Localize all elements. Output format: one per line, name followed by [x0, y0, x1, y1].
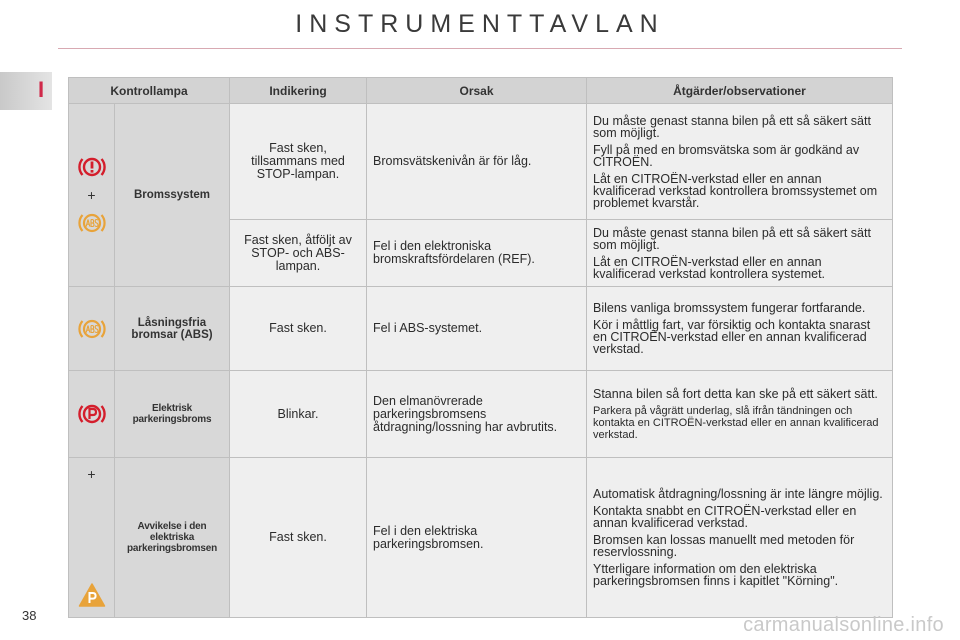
page-number: 38 — [22, 608, 37, 623]
header-indikering: Indikering — [230, 78, 367, 104]
header-atgarder: Åtgärder/observationer — [587, 78, 893, 104]
action-text: Fyll på med en bromsvätska som är godkänd av CITROËN. — [593, 142, 860, 169]
action-text: Du måste genast stanna bilen på ett så säkert sätt som möjligt. — [593, 225, 871, 252]
cause-cell: Fel i ABS-systemet. — [367, 287, 587, 371]
table-header-row — [69, 78, 893, 104]
chapter-tab — [0, 72, 52, 110]
lamp-cell-brake-system — [69, 104, 115, 287]
action-text: Ytterligare information om den elektriska parkeringsbromsen finns i kapitlet "Körning". — [593, 562, 839, 588]
actions-cell — [587, 104, 893, 220]
action-text: Parkera på vågrätt underlag, slå ifrån tändningen och kontakta en CITROËN-verkstad eller en annan kvalificerad verkstad. — [593, 404, 879, 441]
warning-lamp-table — [68, 77, 893, 618]
lamp-cell-abs — [69, 287, 115, 371]
indication-cell: Blinkar. — [230, 371, 367, 458]
action-text: Stanna bilen så fort detta kan ske på ett säkert sätt. — [593, 386, 878, 401]
page-title: INSTRUMENTTAVLAN — [295, 10, 665, 38]
indication-cell: Fast sken. — [230, 458, 367, 618]
indication-cell: Fast sken. — [230, 287, 367, 371]
action-text: Du måste genast stanna bilen på ett så säkert sätt som möjligt. — [593, 113, 871, 140]
action-text: Låt en CITROËN-verkstad eller en annan kvalificerad verkstad kontrollera systemet. — [593, 254, 826, 281]
cause-cell: Den elmanövrerade parkeringsbromsens åtdragning/lossning har avbrutits. — [367, 371, 587, 458]
chapter-letter: I — [38, 77, 45, 102]
table-row — [69, 458, 893, 618]
watermark-text: carmanualsonline.info — [743, 614, 944, 636]
actions-cell — [587, 287, 893, 371]
indication-cell: Fast sken, åtföljt av STOP- och ABS-lampan. — [230, 220, 367, 287]
cause-cell: Fel i den elektroniska bromskraftsfördelaren (REF). — [367, 220, 587, 287]
actions-cell — [587, 220, 893, 287]
title-divider — [58, 48, 902, 49]
parking-brake-icon — [77, 401, 107, 427]
table-row — [69, 104, 893, 220]
action-text: Automatisk åtdragning/lossning är inte längre möjlig. — [593, 487, 883, 501]
header-kontrollampa: Kontrollampa — [69, 78, 230, 104]
actions-cell — [587, 458, 893, 618]
action-text: Kör i måttlig fart, var försiktig och kontakta snarast en CITROËN-verkstad eller en annan kvalificerad verkstad. — [593, 318, 871, 356]
lamp-name-parking-fault: Avvikelse i den elektriska parkeringsbromsen — [115, 458, 230, 618]
table-row — [69, 287, 893, 371]
cause-cell: Fel i den elektriska parkeringsbromsen. — [367, 458, 587, 618]
lamp-cell-parking-fault — [69, 458, 115, 618]
lamp-cell-parking-brake — [69, 371, 115, 458]
lamp-name-parking-brake: Elektrisk parkeringsbroms — [115, 371, 230, 458]
action-text: Bilens vanliga bromssystem fungerar fortfarande. — [593, 301, 866, 315]
action-text: Kontakta snabbt en CITROËN-verkstad eller en annan kvalificerad verkstad. — [593, 504, 857, 530]
abs-icon — [77, 316, 107, 342]
parking-fault-icon — [77, 581, 107, 609]
plus-sign: + — [87, 465, 96, 482]
actions-cell — [587, 371, 893, 458]
indication-cell: Fast sken, tillsammans med STOP-lampan. — [230, 104, 367, 220]
brake-warning-icon — [77, 154, 107, 180]
plus-sign: + — [87, 187, 96, 203]
action-text: Bromsen kan lossas manuellt med metoden för reservlossning. — [593, 533, 855, 559]
header-orsak: Orsak — [367, 78, 587, 104]
abs-icon — [77, 210, 107, 236]
action-text: Låt en CITROËN-verkstad eller en annan kvalificerad verkstad kontrollera bromssystemet om problemet kvarstår. — [593, 171, 878, 210]
lamp-name-abs: Låsningsfria bromsar (ABS) — [115, 287, 230, 371]
table-row — [69, 371, 893, 458]
lamp-name-brake-system: Bromssystem — [115, 104, 230, 287]
cause-cell: Bromsvätskenivån är för låg. — [367, 104, 587, 220]
